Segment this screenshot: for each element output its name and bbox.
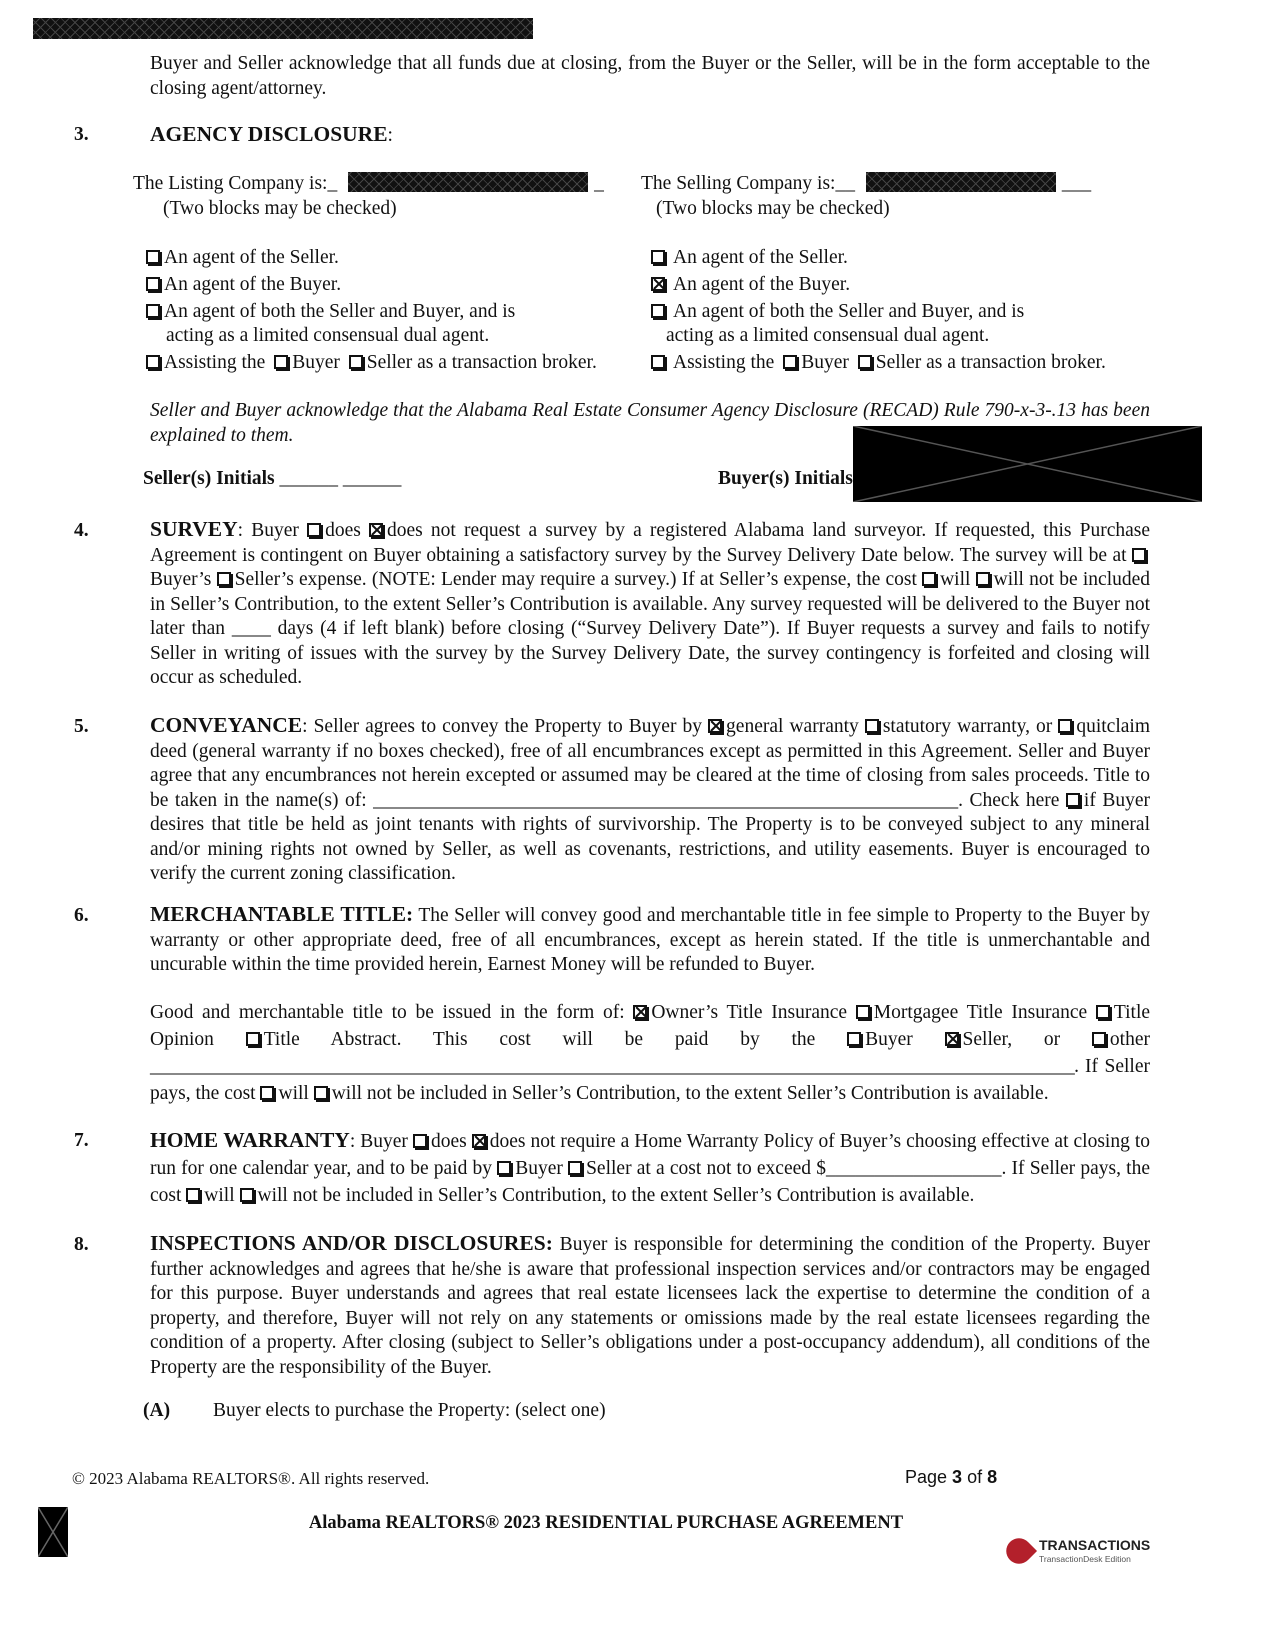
checkbox-icon[interactable] <box>260 1086 274 1100</box>
checkbox-icon[interactable] <box>240 1188 254 1202</box>
seller-initials[interactable]: Seller(s) Initials ______ ______ <box>143 468 402 489</box>
section-7-number: 7. <box>74 1130 89 1151</box>
checkbox-icon <box>651 250 665 264</box>
buyer-initials-redacted <box>853 426 1202 502</box>
section-3-heading: AGENCY DISCLOSURE: <box>150 122 393 146</box>
buyer-initials-label: Buyer(s) Initials <box>718 468 853 489</box>
section-3-number: 3. <box>74 124 89 145</box>
checkbox-icon[interactable] <box>856 1005 870 1019</box>
section-4-number: 4. <box>74 520 89 541</box>
checkbox-icon[interactable] <box>1058 719 1072 733</box>
checkbox-icon[interactable] <box>314 1086 328 1100</box>
checked-checkbox-icon[interactable] <box>633 1005 647 1019</box>
listing-opt-dual-2: acting as a limited consensual dual agent. <box>166 325 490 346</box>
selling-opt-transaction-broker[interactable]: Assisting the Buyer Seller as a transaction broker. <box>651 351 1106 375</box>
checkbox-icon[interactable] <box>413 1134 427 1148</box>
listing-opt-dual[interactable]: An agent of both the Seller and Buyer, and is <box>146 300 515 324</box>
listing-opt-buyer[interactable]: An agent of the Buyer. <box>146 273 341 297</box>
survey-paragraph: SURVEY: Buyer does does not request a survey by a registered Alabama land surveyor. If requested, this Purchase Agreement is contingent on Buyer obtaining a satisfactory survey by the Survey Delivery Date below. The survey will be at Buyer’s Seller’s expense. (NOTE: Lender may require a survey.) If at Seller’s expense, the cost will will not be included in Seller’s Contribution, to the extent Seller’s Contribution is available. Any survey requested will be delivered to the Buyer not later than ____ days (4 if left blank) before closing (“Survey Delivery Date”). If Buyer requests a survey and fails to notify Seller in writing of issues with the survey by the Survey Delivery Date, the survey contingency is forfeited and closing will occur as scheduled. <box>150 517 1151 688</box>
checkbox-icon[interactable] <box>1092 1032 1106 1046</box>
form-title: Alabama REALTORS® 2023 RESIDENTIAL PURCHASE AGREEMENT <box>308 1513 904 1533</box>
recad-acknowledgement: Seller and Buyer acknowledge that the Alabama Real Estate Consumer Agency Disclosure (RECAD) Rule 790-x-3-.13 has been explained to them. <box>150 400 1150 446</box>
checked-checkbox-icon[interactable] <box>369 523 383 537</box>
inspections-paragraph: INSPECTIONS AND/OR DISCLOSURES: Buyer is responsible for determining the condition of the Property. Buyer further acknowledges and agrees that he/she is aware that professional inspection services and/or contractors may be engaged for this purpose. Buyer understands and agrees that real estate licensees lack the expertise to determine the condition of a property, and therefore, Buyer will not rely on any statements or omissions made by the real estate licensees regarding the condition of a property. After closing (subject to Seller’s obligations under a post-occupancy addendum), all conditions of the Property are the responsibility of the Buyer. <box>150 1231 1151 1378</box>
section-8-number: 8. <box>74 1234 89 1255</box>
selling-opt-buyer[interactable]: An agent of the Buyer. <box>651 273 850 297</box>
brand-name: TRANSACTIONS <box>1039 1537 1151 1553</box>
checkbox-icon[interactable] <box>246 1032 260 1046</box>
checkbox-icon <box>783 355 797 369</box>
checkbox-icon <box>651 304 665 318</box>
merchantable-title-paragraph: MERCHANTABLE TITLE: The Seller will convey good and merchantable title in fee simple to Property to the Buyer by warranty or other appropriate deed, free of all encumbrances, except as herein stated. If the title is unmerchantable and uncurable within the time provided herein, Earnest Money will be refunded to Buyer. <box>150 902 1150 975</box>
selling-company-line: The Selling Company is:__ ___ <box>641 173 1092 194</box>
checked-checkbox-icon[interactable] <box>472 1134 486 1148</box>
checkbox-icon[interactable] <box>1096 1005 1110 1019</box>
checkbox-icon[interactable] <box>1132 548 1146 562</box>
listing-company-line: The Listing Company is:_ _ <box>133 173 604 194</box>
checkbox-icon <box>146 304 160 318</box>
subsection-a-label: (A) <box>143 1400 171 1421</box>
listing-opt-transaction-broker[interactable]: Assisting the Buyer Seller as a transaction broker. <box>146 351 597 375</box>
redacted-header <box>33 18 533 39</box>
listing-two-blocks: (Two blocks may be checked) <box>163 198 397 219</box>
subsection-a-text: Buyer elects to purchase the Property: (select one) <box>213 1400 606 1421</box>
checkbox-icon <box>651 355 665 369</box>
funds-acknowledgement: Buyer and Seller acknowledge that all funds due at closing, from the Buyer or the Seller, will be in the form acceptable to the closing agent/attorney. <box>150 53 1150 99</box>
checkbox-icon <box>146 250 160 264</box>
checkbox-icon <box>349 355 363 369</box>
checked-checkbox-icon <box>651 277 665 291</box>
copyright: © 2023 Alabama REALTORS®. All rights reserved. <box>72 1469 430 1488</box>
conveyance-paragraph: CONVEYANCE: Seller agrees to convey the Property to Buyer by general warranty statutory warranty, or quitclaim deed (general warranty if no boxes checked), free of all encumbrances except as permitted in this Agreement. Seller and Buyer agree that any encumbrances not herein excepted or assumed may be cleared at the time of closing from sales proceeds. Title to be taken in the name(s) of: ____________________________________________________________. Check here if Buyer desires that title be held as joint tenants with rights of survivorship. The Property is to be conveyed subject to any mineral and/or mining rights not owned by Seller, as well as covenants, restrictions, and utility easements. Buyer is encouraged to verify the current zoning classification. <box>150 713 1150 884</box>
checkbox-icon[interactable] <box>497 1161 511 1175</box>
title-form-paragraph: Good and merchantable title to be issued in the form of: Owner’s Title Insurance Mortgagee Title Insurance Title Opinion Title Abstract. This cost will be paid by the Buyer Seller, or other _____________________________________________________________________________________________________. If Seller pays, the cost will will not be included in Seller’s Contribution, to the extent Seller’s Contribution is available. <box>150 1002 1151 1104</box>
checkbox-icon[interactable] <box>922 572 936 586</box>
checkbox-icon[interactable] <box>307 523 321 537</box>
selling-opt-dual[interactable]: An agent of both the Seller and Buyer, and is <box>651 300 1024 324</box>
listing-opt-seller[interactable]: An agent of the Seller. <box>146 246 339 270</box>
selling-company-label: The Selling Company is:__ <box>641 173 855 194</box>
checkbox-icon[interactable] <box>1066 793 1080 807</box>
checkbox-icon <box>146 355 160 369</box>
checked-checkbox-icon[interactable] <box>708 719 722 733</box>
section-5-number: 5. <box>74 716 89 737</box>
page-number: Page 3 of 8 <box>905 1467 998 1487</box>
listing-company-label: The Listing Company is:_ <box>133 173 338 194</box>
brand-flame-icon <box>1001 1533 1037 1569</box>
home-warranty-paragraph: HOME WARRANTY: Buyer does does not require a Home Warranty Policy of Buyer’s choosing effective at closing to run for one calendar year, and to be paid by Buyer Seller at a cost not to exceed $__________________. If Seller pays, the cost will will not be included in Seller’s Contribution, to the extent Seller’s Contribution is available. <box>150 1128 1151 1206</box>
checkbox-icon[interactable] <box>976 572 990 586</box>
brand-subtitle: TransactionDesk Edition <box>1039 1554 1131 1564</box>
checkbox-icon <box>146 277 160 291</box>
checkbox-icon[interactable] <box>186 1188 200 1202</box>
checkbox-icon[interactable] <box>847 1032 861 1046</box>
checkbox-icon <box>858 355 872 369</box>
checked-checkbox-icon[interactable] <box>945 1032 959 1046</box>
selling-opt-dual-2: acting as a limited consensual dual agent. <box>666 325 990 346</box>
checkbox-icon[interactable] <box>568 1161 582 1175</box>
listing-company-redacted <box>348 172 588 192</box>
selling-opt-seller[interactable]: An agent of the Seller. <box>651 246 848 270</box>
checkbox-icon[interactable] <box>217 572 231 586</box>
transactions-brand <box>1004 1536 1154 1566</box>
selling-two-blocks: (Two blocks may be checked) <box>656 198 890 219</box>
selling-company-redacted <box>866 172 1056 192</box>
section-6-number: 6. <box>74 905 89 926</box>
checkbox-icon <box>274 355 288 369</box>
checkbox-icon[interactable] <box>865 719 879 733</box>
